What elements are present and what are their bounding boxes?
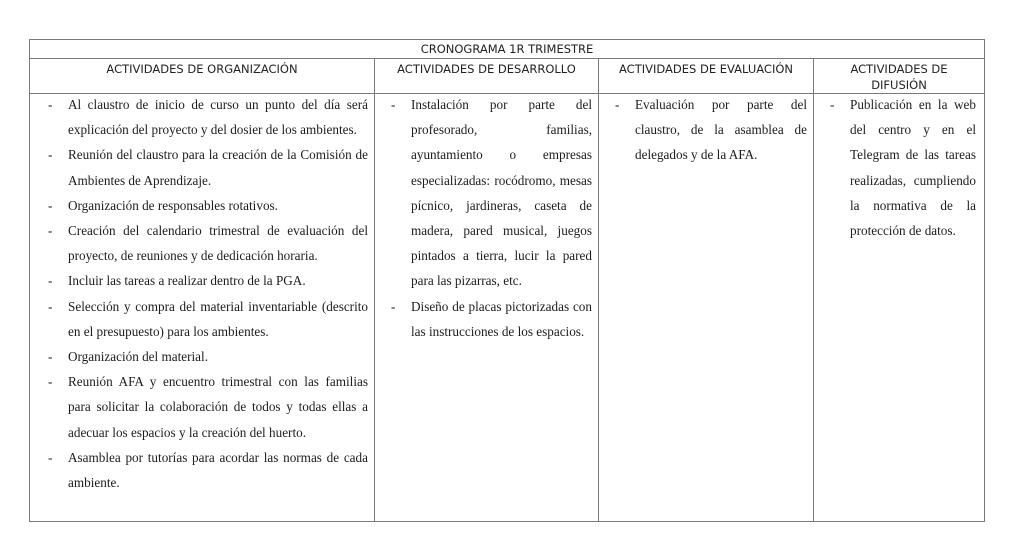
list-item: - Selección y compra del material inventariable (descrito en el presupuesto) para los ambientes.	[36, 294, 368, 344]
list-item: - Asamblea por tutorías para acordar las normas de cada ambiente.	[36, 445, 368, 495]
header-difusion	[813, 59, 984, 93]
list-desarrollo	[375, 92, 598, 344]
list-item: - Reunión del claustro para la creación de la Comisión de Ambientes de Aprendizaje.	[36, 142, 368, 192]
cell-organizacion	[30, 94, 374, 521]
header-difusion-text: ACTIVIDADES DE DIFUSIÓN	[850, 62, 948, 92]
list-item: - Incluir las tareas a realizar dentro de la PGA.	[36, 268, 368, 293]
header-evaluacion: ACTIVIDADES DE EVALUACIÓN	[598, 59, 813, 93]
cell-desarrollo	[374, 94, 598, 521]
cronograma-table	[29, 39, 985, 522]
cell-evaluacion	[598, 94, 813, 521]
list-item: - Publicación en la web del centro y en el Telegram de las tareas realizadas, cumpliendo la normativa de la protección de datos.	[818, 92, 976, 243]
list-item: - Organización de responsables rotativos.	[36, 193, 368, 218]
body-row	[30, 94, 984, 521]
list-item: - Al claustro de inicio de curso un punto del día será explicación del proyecto y del dosier de los ambientes.	[36, 92, 368, 142]
list-item: - Instalación por parte del profesorado, familias, ayuntamiento o empresas especializadas: rocódromo, mesas pícnico, jardineras, caseta de madera, pared musical, juegos pintados a tierra, lucir la pared para las pizarras, etc.	[379, 92, 592, 294]
list-item: - Creación del calendario trimestral de evaluación del proyecto, de reuniones y de dedicación horaria.	[36, 218, 368, 268]
header-desarrollo: ACTIVIDADES DE DESARROLLO	[374, 59, 598, 93]
list-item: - Evaluación por parte del claustro, de la asamblea de delegados y de la AFA.	[603, 92, 807, 168]
list-organizacion	[30, 92, 374, 495]
list-item: - Reunión AFA y encuentro trimestral con las familias para solicitar la colaboración de todos y todas ellas a adecuar los espacios y la creación del huerto.	[36, 369, 368, 445]
header-row	[30, 59, 984, 94]
list-item: - Diseño de placas pictorizadas con las instrucciones de los espacios.	[379, 294, 592, 344]
cell-difusion	[813, 94, 984, 521]
header-organizacion: ACTIVIDADES DE ORGANIZACIÓN	[106, 62, 298, 76]
list-difusion	[814, 92, 984, 243]
list-evaluacion	[599, 92, 813, 168]
list-item: - Organización del material.	[36, 344, 368, 369]
table-title: CRONOGRAMA 1R TRIMESTRE	[30, 40, 984, 59]
